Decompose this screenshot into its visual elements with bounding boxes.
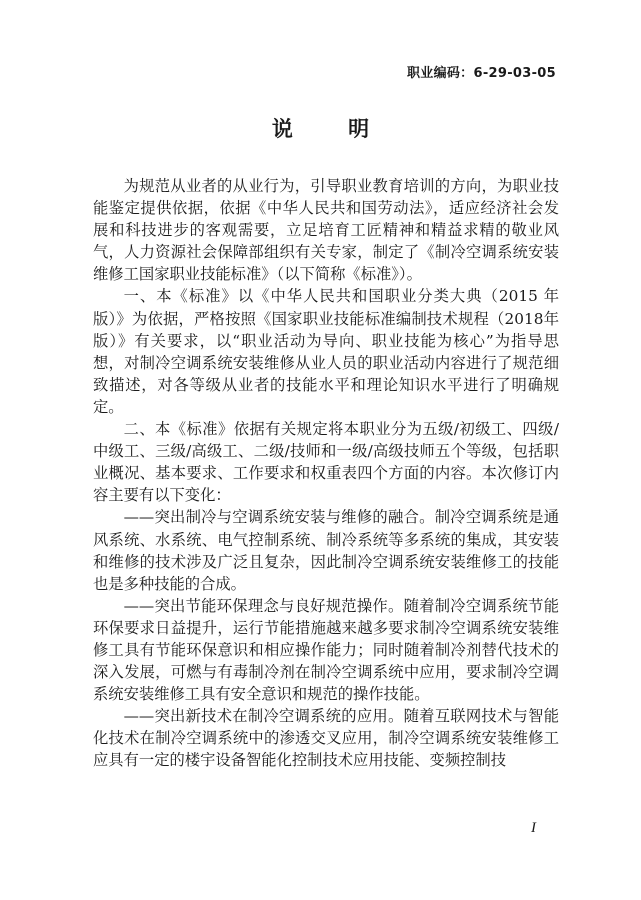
section-two-paragraph: 二、本《标准》依据有关规定将本职业分为五级/初级工、四级/中级工、三级/高级工、二级/技师和一级/高级技师五个等级，包括职业概况、基本要求、工作要求和权重表四个方面的内容。本次修订内容主要有以下变化： xyxy=(93,420,559,505)
change-item-new-technology: ——突出新技术在制冷空调系统的应用。随着互联网技术与智能化技术在制冷空调系统中的渗透交叉应用，制冷空调系统安装维修工应具有一定的楼宇设备智能化控制技术应用技能、变频控制技 xyxy=(93,707,559,770)
page-title: 说 明 xyxy=(271,117,394,141)
section-one-paragraph: 一、本《标准》以《中华人民共和国职业分类大典（2015 年版）》为依据，严格按照《国家职业技能标准编制技术规程（2018年版）》有关要求，以“职业活动为导向、职业技能为核心”为指导思想，对制冷空调系统安装维修从业人员的职业活动内容进行了规范细致描述，对各等级从业者的技能水平和理论知识水平进行了明确规定。 xyxy=(93,287,559,416)
intro-paragraph: 为规范从业者的从业行为，引导职业教育培训的方向，为职业技能鉴定提供依据，依据《中华人民共和国劳动法》，适应经济社会发展和科技进步的客观需要，立足培育工匠精神和精益求精的敬业风气，人力资源社会保障部组织有关专家，制定了《制冷空调系统安装维修工国家职业技能标准》（以下简称《标准》）。 xyxy=(93,177,559,284)
change-item-energy-saving: ——突出节能环保理念与良好规范操作。随着制冷空调系统节能环保要求日益提升，运行节能措施越来越多要求制冷空调系统安装维修工具有节能环保意识和相应操作能力；同时随着制冷剂替代技术的深入发展，可燃与有毒制冷剂在制冷空调系统中应用，要求制冷空调系统安装维修工具有安全意识和规范的操作技能。 xyxy=(93,596,559,704)
document-body xyxy=(93,175,559,772)
occupation-code: 职业编码：6-29-03-05 xyxy=(406,66,556,81)
page-number: I xyxy=(531,820,536,836)
change-item-integration: ——突出制冷与空调系统安装与维修的融合。制冷空调系统是通风系统、水系统、电气控制系统、制冷系统等多系统的集成，其安装和维修的技术涉及广泛且复杂，因此制冷空调系统安装维修工的技能也是多种技能的合成。 xyxy=(93,508,559,593)
